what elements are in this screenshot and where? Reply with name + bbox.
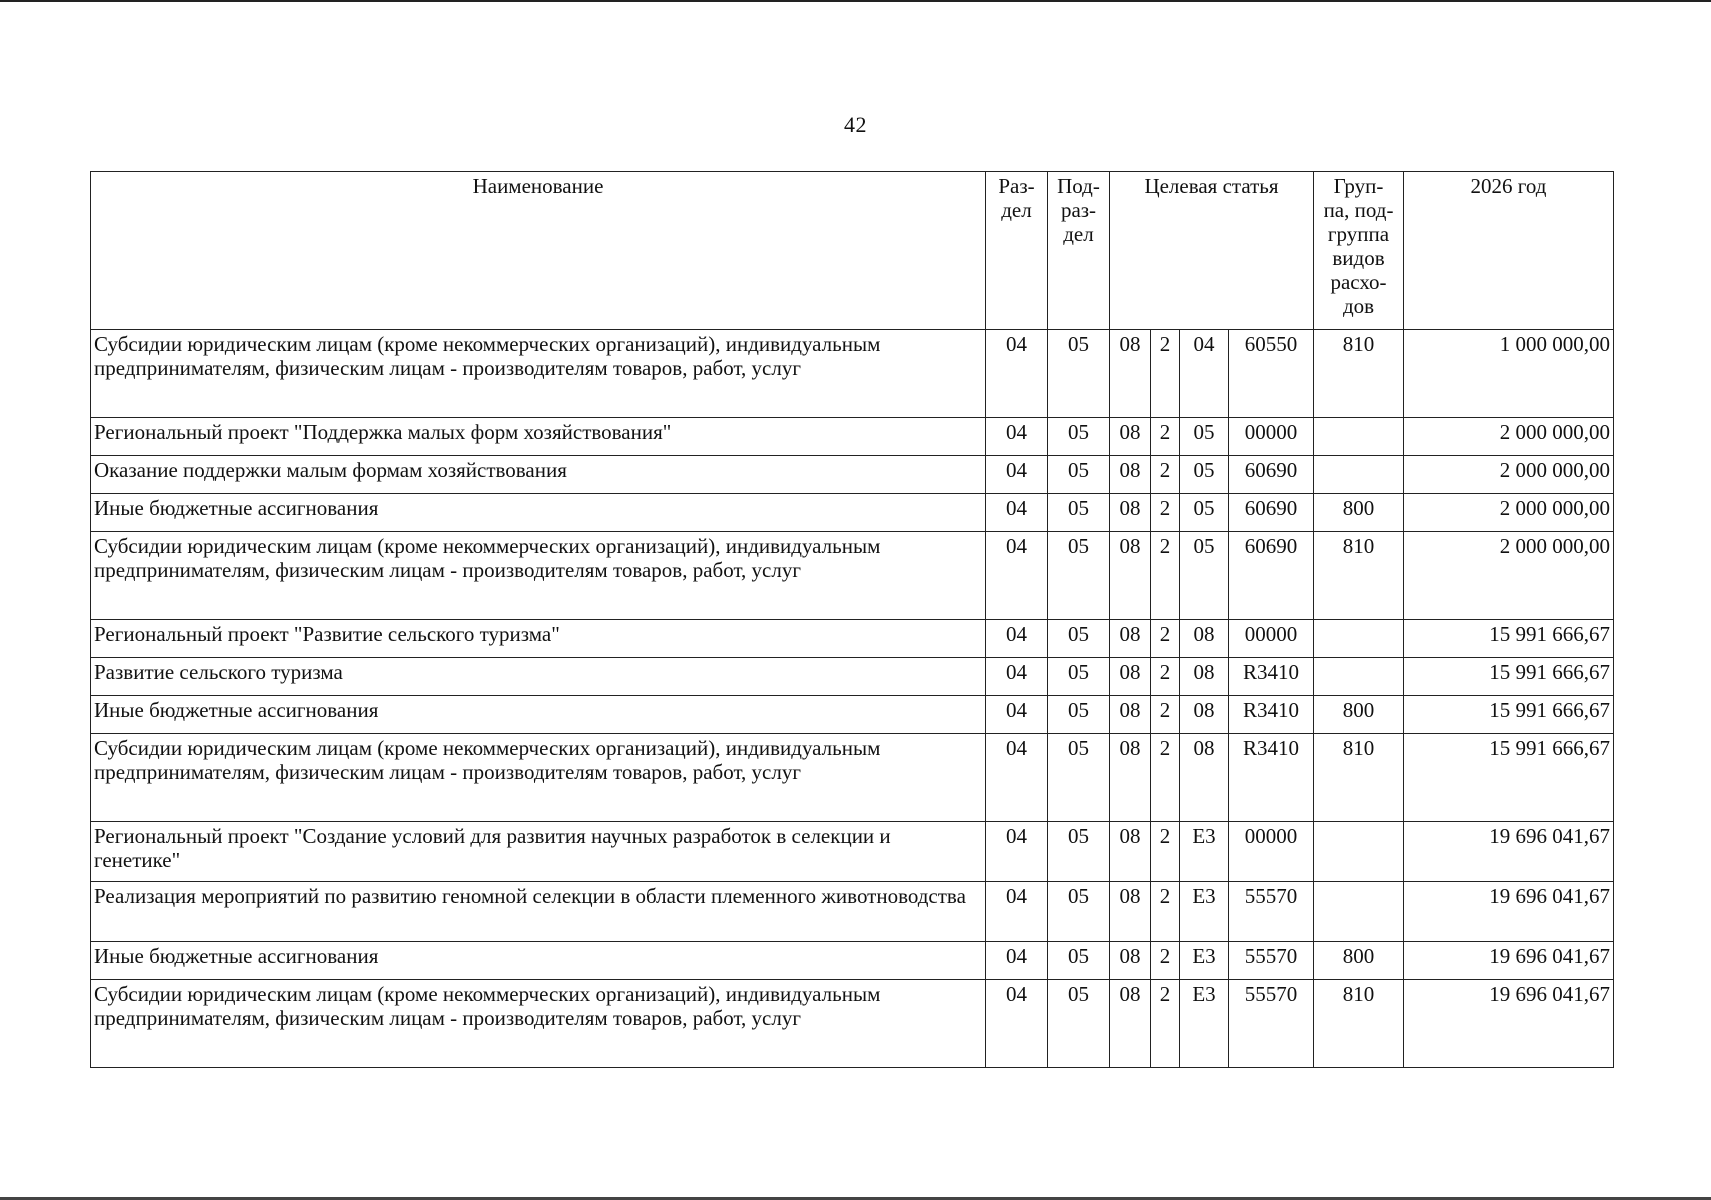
table-row: [91, 330, 1614, 418]
cell-target-direction: 55570: [1229, 980, 1314, 1068]
table-row: [91, 942, 1614, 980]
page-number: 42: [844, 112, 867, 137]
cell-target-subprogram: 2: [1151, 822, 1180, 882]
cell-subsection: 05: [1048, 532, 1110, 620]
cell-expense-group: 810: [1314, 980, 1404, 1068]
cell-amount: 1 000 000,00: [1404, 330, 1614, 418]
cell-target-program: 08: [1110, 494, 1151, 532]
cell-target-event: Е3: [1180, 882, 1229, 942]
cell-section: 04: [986, 620, 1048, 658]
cell-target-direction: R3410: [1229, 696, 1314, 734]
cell-target-subprogram: 2: [1151, 734, 1180, 822]
cell-subsection: 05: [1048, 696, 1110, 734]
page-top-border: [0, 0, 1711, 2]
table-row: [91, 882, 1614, 942]
cell-target-program: 08: [1110, 620, 1151, 658]
cell-target-direction: 60550: [1229, 330, 1314, 418]
cell-target-event: 05: [1180, 494, 1229, 532]
cell-target-program: 08: [1110, 734, 1151, 822]
cell-target-program: 08: [1110, 882, 1151, 942]
cell-expense-group: [1314, 882, 1404, 942]
cell-expense-group: 810: [1314, 734, 1404, 822]
cell-target-event: Е3: [1180, 822, 1229, 882]
table-row: [91, 734, 1614, 822]
cell-section: 04: [986, 980, 1048, 1068]
header-target-article: Целевая статья: [1110, 172, 1314, 330]
cell-target-subprogram: 2: [1151, 942, 1180, 980]
cell-section: 04: [986, 822, 1048, 882]
table-row: [91, 980, 1614, 1068]
cell-target-event: 05: [1180, 456, 1229, 494]
table-row: [91, 822, 1614, 882]
cell-subsection: 05: [1048, 882, 1110, 942]
cell-target-subprogram: 2: [1151, 980, 1180, 1068]
cell-subsection: 05: [1048, 456, 1110, 494]
cell-name: Субсидии юридическим лицам (кроме некоммерческих организаций), индивидуальным предпринимателям, физическим лицам - производителям товаров, работ, услуг: [91, 532, 986, 620]
cell-target-subprogram: 2: [1151, 882, 1180, 942]
cell-name: Региональный проект "Поддержка малых форм хозяйствования": [91, 418, 986, 456]
cell-amount: 2 000 000,00: [1404, 418, 1614, 456]
cell-target-event: 08: [1180, 734, 1229, 822]
cell-expense-group: [1314, 620, 1404, 658]
cell-section: 04: [986, 882, 1048, 942]
cell-amount: 15 991 666,67: [1404, 734, 1614, 822]
cell-expense-group: 810: [1314, 532, 1404, 620]
cell-target-direction: 60690: [1229, 532, 1314, 620]
cell-target-direction: R3410: [1229, 734, 1314, 822]
cell-name: Региональный проект "Создание условий для развития научных разработок в селекции и генетике": [91, 822, 986, 882]
cell-target-subprogram: 2: [1151, 456, 1180, 494]
cell-section: 04: [986, 658, 1048, 696]
cell-subsection: 05: [1048, 942, 1110, 980]
cell-expense-group: [1314, 822, 1404, 882]
cell-name: Реализация мероприятий по развитию геномной селекции в области племенного животноводства: [91, 882, 986, 942]
cell-target-direction: 00000: [1229, 620, 1314, 658]
cell-target-event: 08: [1180, 658, 1229, 696]
cell-subsection: 05: [1048, 658, 1110, 696]
cell-subsection: 05: [1048, 822, 1110, 882]
cell-section: 04: [986, 418, 1048, 456]
cell-target-program: 08: [1110, 532, 1151, 620]
budget-table: [90, 171, 1614, 1068]
cell-target-direction: R3410: [1229, 658, 1314, 696]
header-name: Наименование: [91, 172, 986, 330]
table-row: [91, 494, 1614, 532]
cell-section: 04: [986, 734, 1048, 822]
cell-target-program: 08: [1110, 418, 1151, 456]
cell-target-subprogram: 2: [1151, 494, 1180, 532]
cell-amount: 15 991 666,67: [1404, 696, 1614, 734]
cell-target-subprogram: 2: [1151, 696, 1180, 734]
header-section-label: Раз- дел: [998, 174, 1035, 222]
cell-name: Иные бюджетные ассигнования: [91, 494, 986, 532]
cell-amount: 2 000 000,00: [1404, 532, 1614, 620]
cell-amount: 2 000 000,00: [1404, 456, 1614, 494]
cell-expense-group: [1314, 418, 1404, 456]
cell-target-direction: 55570: [1229, 882, 1314, 942]
cell-subsection: 05: [1048, 494, 1110, 532]
cell-subsection: 05: [1048, 418, 1110, 456]
cell-target-subprogram: 2: [1151, 532, 1180, 620]
table-row: [91, 696, 1614, 734]
cell-subsection: 05: [1048, 734, 1110, 822]
cell-target-subprogram: 2: [1151, 330, 1180, 418]
cell-target-program: 08: [1110, 330, 1151, 418]
cell-target-program: 08: [1110, 658, 1151, 696]
cell-expense-group: 800: [1314, 942, 1404, 980]
cell-target-event: 05: [1180, 532, 1229, 620]
cell-name: Иные бюджетные ассигнования: [91, 696, 986, 734]
header-expense-group: [1314, 172, 1404, 330]
cell-target-event: 04: [1180, 330, 1229, 418]
cell-section: 04: [986, 494, 1048, 532]
header-expense-group-label: Груп- па, под- группа видов расхо- дов: [1323, 174, 1394, 318]
table-row: [91, 532, 1614, 620]
cell-target-subprogram: 2: [1151, 620, 1180, 658]
cell-target-event: Е3: [1180, 980, 1229, 1068]
table-header-row: [91, 172, 1614, 330]
cell-subsection: 05: [1048, 620, 1110, 658]
cell-name: Субсидии юридическим лицам (кроме некоммерческих организаций), индивидуальным предпринимателям, физическим лицам - производителям товаров, работ, услуг: [91, 330, 986, 418]
cell-target-subprogram: 2: [1151, 658, 1180, 696]
table-body: [91, 330, 1614, 1068]
cell-name: Оказание поддержки малым формам хозяйствования: [91, 456, 986, 494]
cell-amount: 19 696 041,67: [1404, 942, 1614, 980]
cell-target-program: 08: [1110, 456, 1151, 494]
header-subsection-label: Под- раз- дел: [1057, 174, 1100, 246]
cell-expense-group: [1314, 658, 1404, 696]
cell-target-program: 08: [1110, 822, 1151, 882]
cell-target-event: 08: [1180, 696, 1229, 734]
cell-name: Субсидии юридическим лицам (кроме некоммерческих организаций), индивидуальным предпринимателям, физическим лицам - производителям товаров, работ, услуг: [91, 734, 986, 822]
table-row: [91, 658, 1614, 696]
cell-amount: 15 991 666,67: [1404, 658, 1614, 696]
cell-target-program: 08: [1110, 980, 1151, 1068]
cell-target-event: 05: [1180, 418, 1229, 456]
cell-target-direction: 00000: [1229, 418, 1314, 456]
cell-expense-group: [1314, 456, 1404, 494]
cell-expense-group: 800: [1314, 494, 1404, 532]
cell-name: Субсидии юридическим лицам (кроме некоммерческих организаций), индивидуальным предпринимателям, физическим лицам - производителям товаров, работ, услуг: [91, 980, 986, 1068]
cell-name: Иные бюджетные ассигнования: [91, 942, 986, 980]
cell-expense-group: 800: [1314, 696, 1404, 734]
cell-target-direction: 60690: [1229, 456, 1314, 494]
cell-target-direction: 60690: [1229, 494, 1314, 532]
cell-amount: 15 991 666,67: [1404, 620, 1614, 658]
cell-subsection: 05: [1048, 330, 1110, 418]
cell-expense-group: 810: [1314, 330, 1404, 418]
cell-target-event: 08: [1180, 620, 1229, 658]
header-subsection: [1048, 172, 1110, 330]
cell-target-direction: 55570: [1229, 942, 1314, 980]
table-row: [91, 418, 1614, 456]
table-row: [91, 620, 1614, 658]
header-section: [986, 172, 1048, 330]
cell-target-subprogram: 2: [1151, 418, 1180, 456]
cell-amount: 19 696 041,67: [1404, 822, 1614, 882]
cell-name: Региональный проект "Развитие сельского туризма": [91, 620, 986, 658]
header-year: 2026 год: [1404, 172, 1614, 330]
cell-target-program: 08: [1110, 942, 1151, 980]
cell-section: 04: [986, 330, 1048, 418]
cell-target-event: Е3: [1180, 942, 1229, 980]
cell-name: Развитие сельского туризма: [91, 658, 986, 696]
cell-amount: 2 000 000,00: [1404, 494, 1614, 532]
cell-target-program: 08: [1110, 696, 1151, 734]
cell-section: 04: [986, 532, 1048, 620]
cell-subsection: 05: [1048, 980, 1110, 1068]
cell-amount: 19 696 041,67: [1404, 882, 1614, 942]
cell-target-direction: 00000: [1229, 822, 1314, 882]
cell-section: 04: [986, 456, 1048, 494]
cell-section: 04: [986, 942, 1048, 980]
cell-section: 04: [986, 696, 1048, 734]
cell-amount: 19 696 041,67: [1404, 980, 1614, 1068]
table-row: [91, 456, 1614, 494]
